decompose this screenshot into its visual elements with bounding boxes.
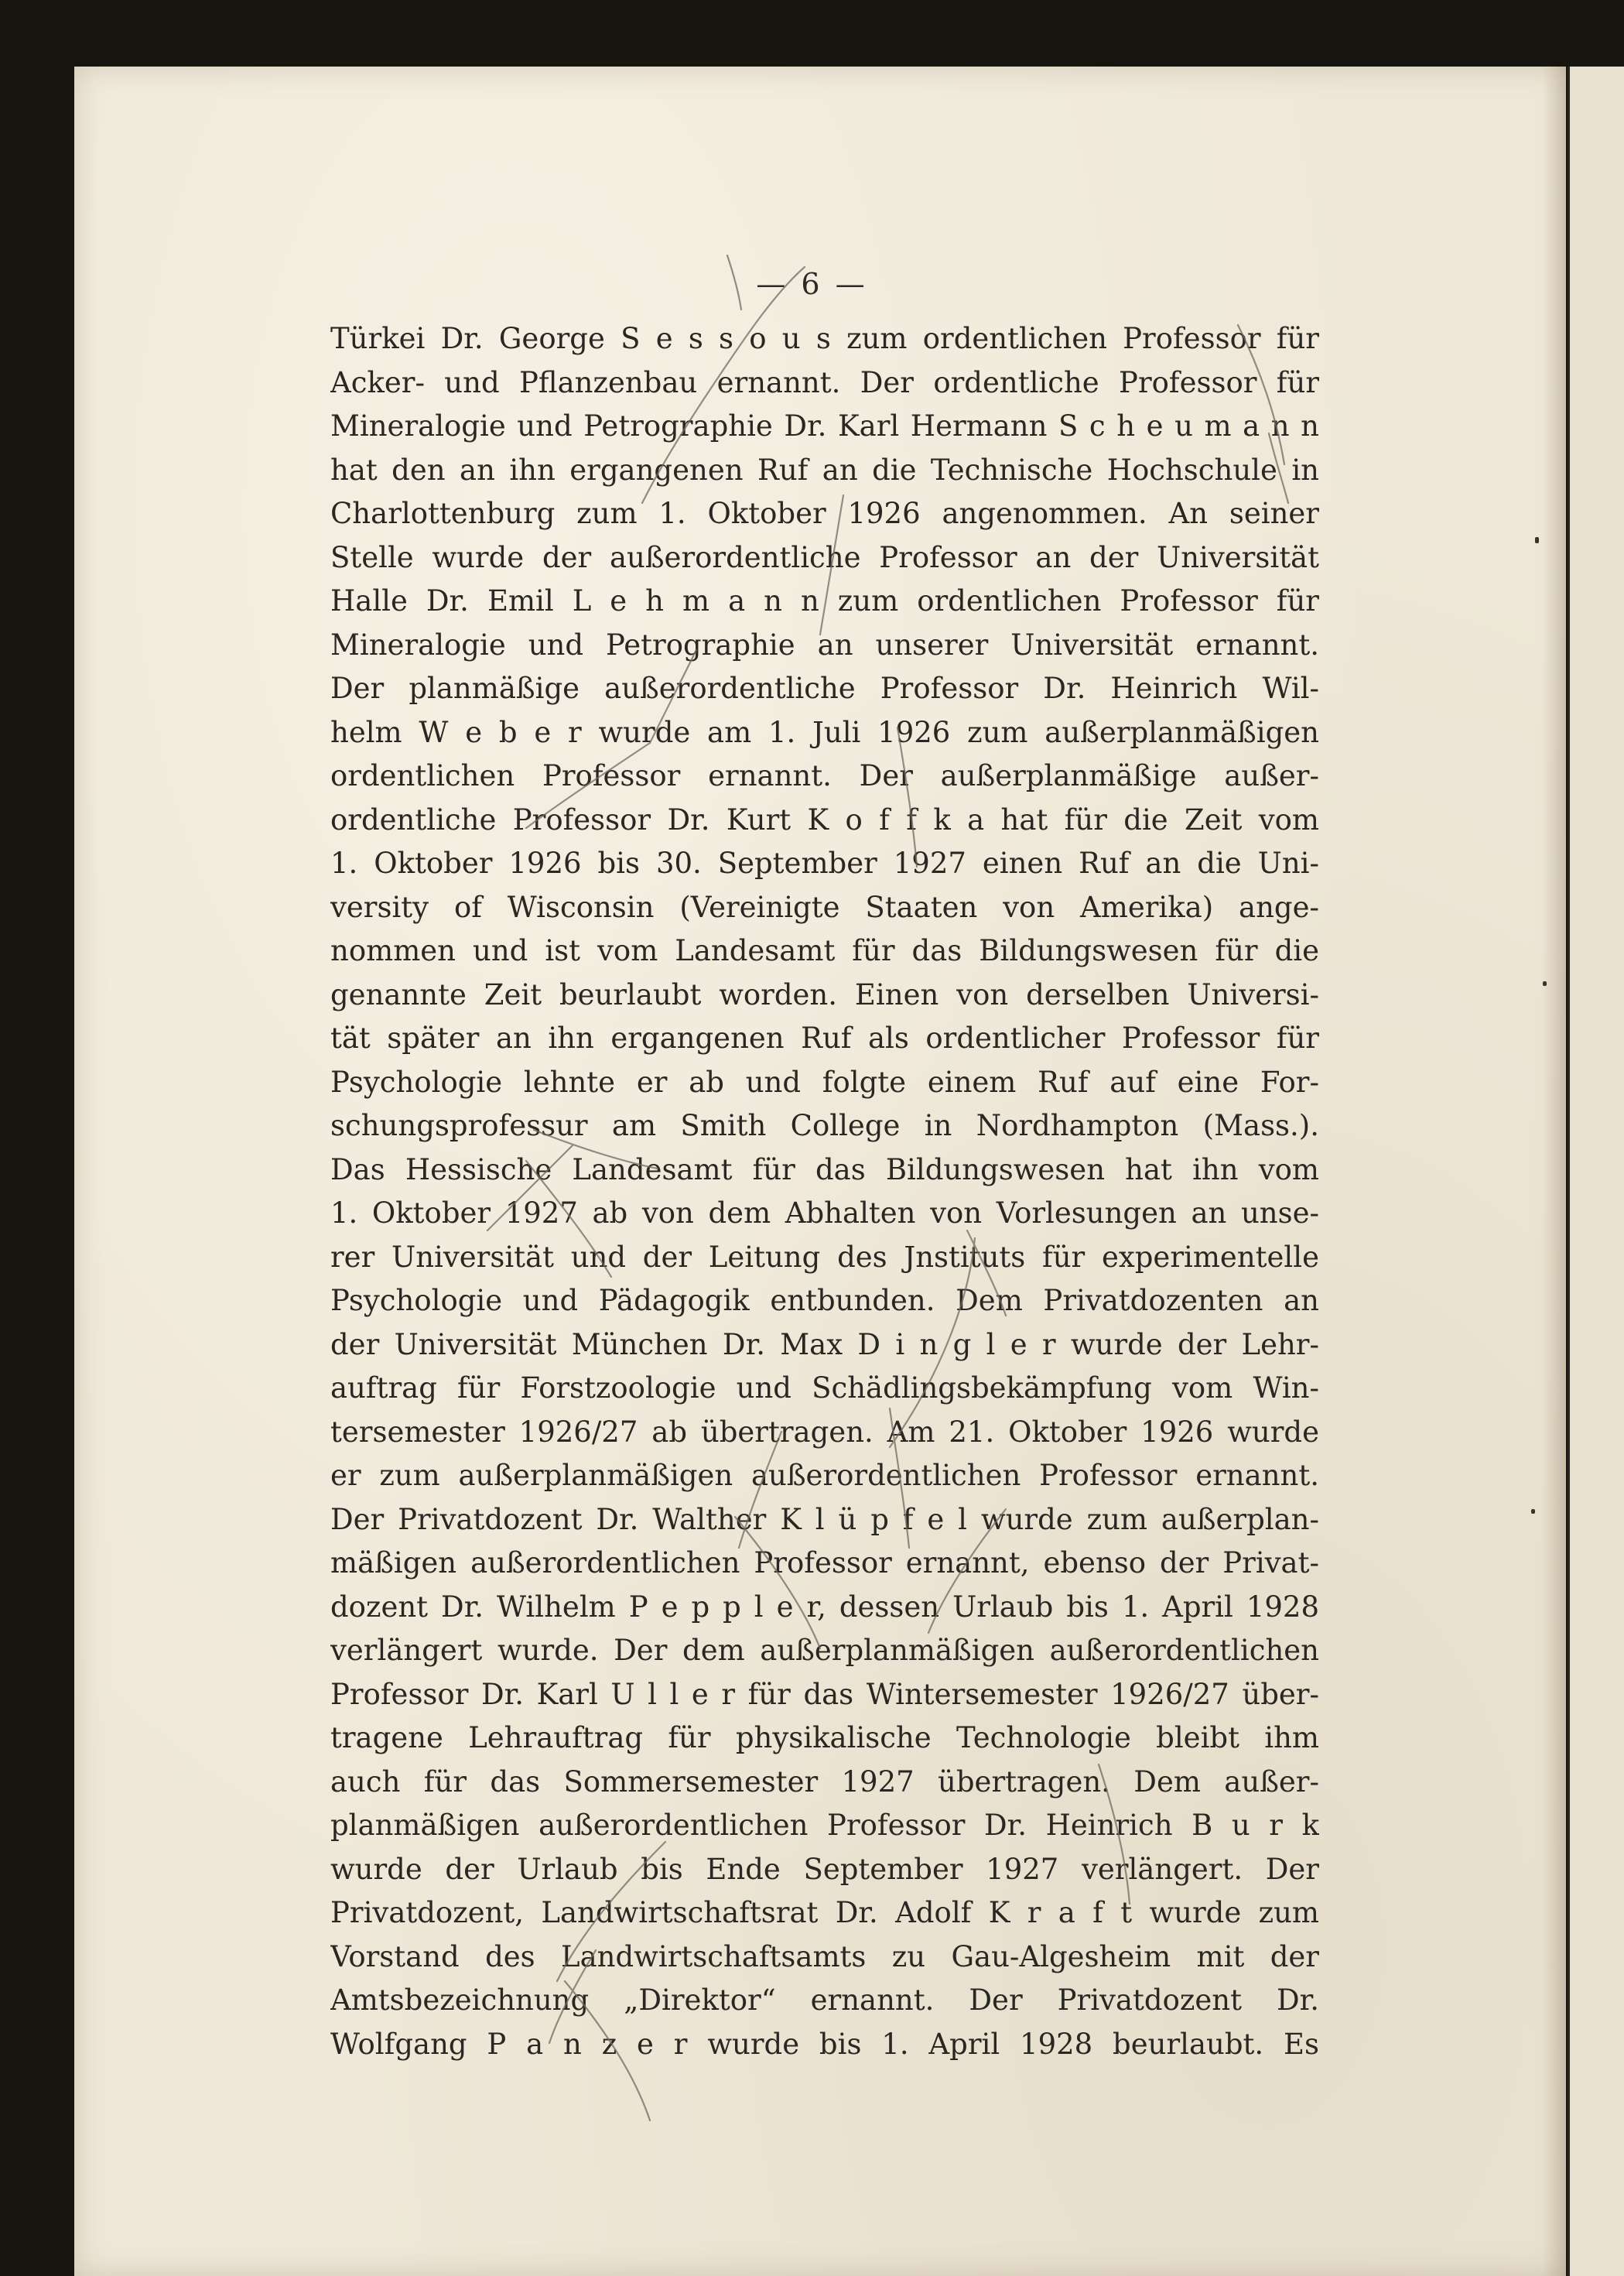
text-line: genannte Zeit beurlaubt worden. Einen von derselben Universi- bbox=[330, 977, 1319, 1011]
text-line: Der Privatdozent Dr. Walther K l ü p f e l wurde zum außerplan- bbox=[330, 1502, 1319, 1536]
body-text bbox=[330, 317, 1319, 2066]
text-line: Halle Dr. Emil L e h m a n n zum ordentlichen Professor für bbox=[330, 584, 1319, 618]
margin-speck bbox=[1543, 981, 1547, 986]
text-line: versity of Wisconsin (Vereinigte Staaten von Amerika) ange- bbox=[330, 890, 1319, 924]
next-page-edge bbox=[1568, 67, 1624, 2276]
text-line: mäßigen außerordentlichen Professor ernannt, ebenso der Privat- bbox=[330, 1546, 1319, 1580]
text-line: Charlottenburg zum 1. Oktober 1926 angenommen. An seiner bbox=[330, 497, 1319, 530]
text-line: Das Hessische Landesamt für das Bildungswesen hat ihn vom bbox=[330, 1152, 1319, 1186]
text-line: Mineralogie und Petrographie an unserer Universität ernannt. bbox=[330, 628, 1319, 662]
text-line: Privatdozent, Landwirtschaftsrat Dr. Adolf K r a f t wurde zum bbox=[330, 1896, 1319, 1929]
text-line: er zum außerplanmäßigen außerordentlichen Professor ernannt. bbox=[330, 1459, 1319, 1492]
text-line: Mineralogie und Petrographie Dr. Karl Hermann S c h e u m a n n bbox=[330, 409, 1319, 443]
text-line: Psychologie und Pädagogik entbunden. Dem Privatdozenten an bbox=[330, 1284, 1319, 1317]
text-line: nommen und ist vom Landesamt für das Bildungswesen für die bbox=[330, 934, 1319, 967]
text-line: 1. Oktober 1927 ab von dem Abhalten von Vorlesungen an unse- bbox=[330, 1196, 1319, 1230]
text-line: dozent Dr. Wilhelm P e p p l e r, dessen Urlaub bis 1. April 1928 bbox=[330, 1590, 1319, 1624]
text-line: tragene Lehrauftrag für physikalische Technologie bleibt ihm bbox=[330, 1721, 1319, 1754]
text-line: rer Universität und der Leitung des Jnstituts für experimentelle bbox=[330, 1240, 1319, 1274]
margin-speck bbox=[1531, 1509, 1535, 1514]
text-line: hat den an ihn ergangenen Ruf an die Technische Hochschule in bbox=[330, 453, 1319, 487]
text-line: Psychologie lehnte er ab und folgte einem Ruf auf eine For- bbox=[330, 1065, 1319, 1099]
text-line: helm W e b e r wurde am 1. Juli 1926 zum außerplanmäßigen bbox=[330, 715, 1319, 749]
text-line: Stelle wurde der außerordentliche Professor an der Universität bbox=[330, 540, 1319, 574]
text-line: auch für das Sommersemester 1927 übertragen. Dem außer- bbox=[330, 1764, 1319, 1799]
text-line: der Universität München Dr. Max D i n g l e r wurde der Lehr- bbox=[330, 1327, 1319, 1361]
text-line: Türkei Dr. George S e s s o u s zum ordentlichen Professor für bbox=[330, 322, 1319, 355]
text-line: wurde der Urlaub bis Ende September 1927 verlängert. Der bbox=[330, 1852, 1319, 1886]
text-line: verlängert wurde. Der dem außerplanmäßigen außerordentlichen bbox=[330, 1634, 1319, 1667]
text-line: Wolfgang P a n z e r wurde bis 1. April 1928 beurlaubt. Es bbox=[330, 2027, 1319, 2061]
text-line: tersemester 1926/27 ab übertragen. Am 21. Oktober 1926 wurde bbox=[330, 1415, 1319, 1449]
text-line: tät später an ihn ergangenen Ruf als ordentlicher Professor für bbox=[330, 1022, 1319, 1055]
text-line: Vorstand des Landwirtschaftsamts zu Gau-Algesheim mit der bbox=[330, 1939, 1319, 1973]
text-line: Acker- und Pflanzenbau ernannt. Der ordentliche Professor für bbox=[330, 365, 1319, 399]
text-line: 1. Oktober 1926 bis 30. September 1927 einen Ruf an die Uni- bbox=[330, 847, 1319, 880]
margin-speck bbox=[1535, 537, 1539, 543]
text-line: Professor Dr. Karl U l l e r für das Wintersemester 1926/27 über- bbox=[330, 1677, 1319, 1711]
page-edge-shadow bbox=[1543, 67, 1566, 2276]
text-line: Amtsbezeichnung „Direktor“ ernannt. Der Privatdozent Dr. bbox=[330, 1983, 1319, 2017]
text-line: ordentlichen Professor ernannt. Der außerplanmäßige außer- bbox=[330, 759, 1319, 792]
text-line: Der planmäßige außerordentliche Professor Dr. Heinrich Wil- bbox=[330, 672, 1319, 705]
text-line: auftrag für Forstzoologie und Schädlingsbekämpfung vom Win- bbox=[330, 1371, 1319, 1405]
text-line: schungsprofessur am Smith College in Nordhampton (Mass.). bbox=[330, 1109, 1319, 1142]
text-line: planmäßigen außerordentlichen Professor Dr. Heinrich B u r k bbox=[330, 1809, 1319, 1842]
page-number: — 6 — bbox=[756, 267, 868, 301]
text-line: ordentliche Professor Dr. Kurt K o f f k a hat für die Zeit vom bbox=[330, 803, 1319, 837]
